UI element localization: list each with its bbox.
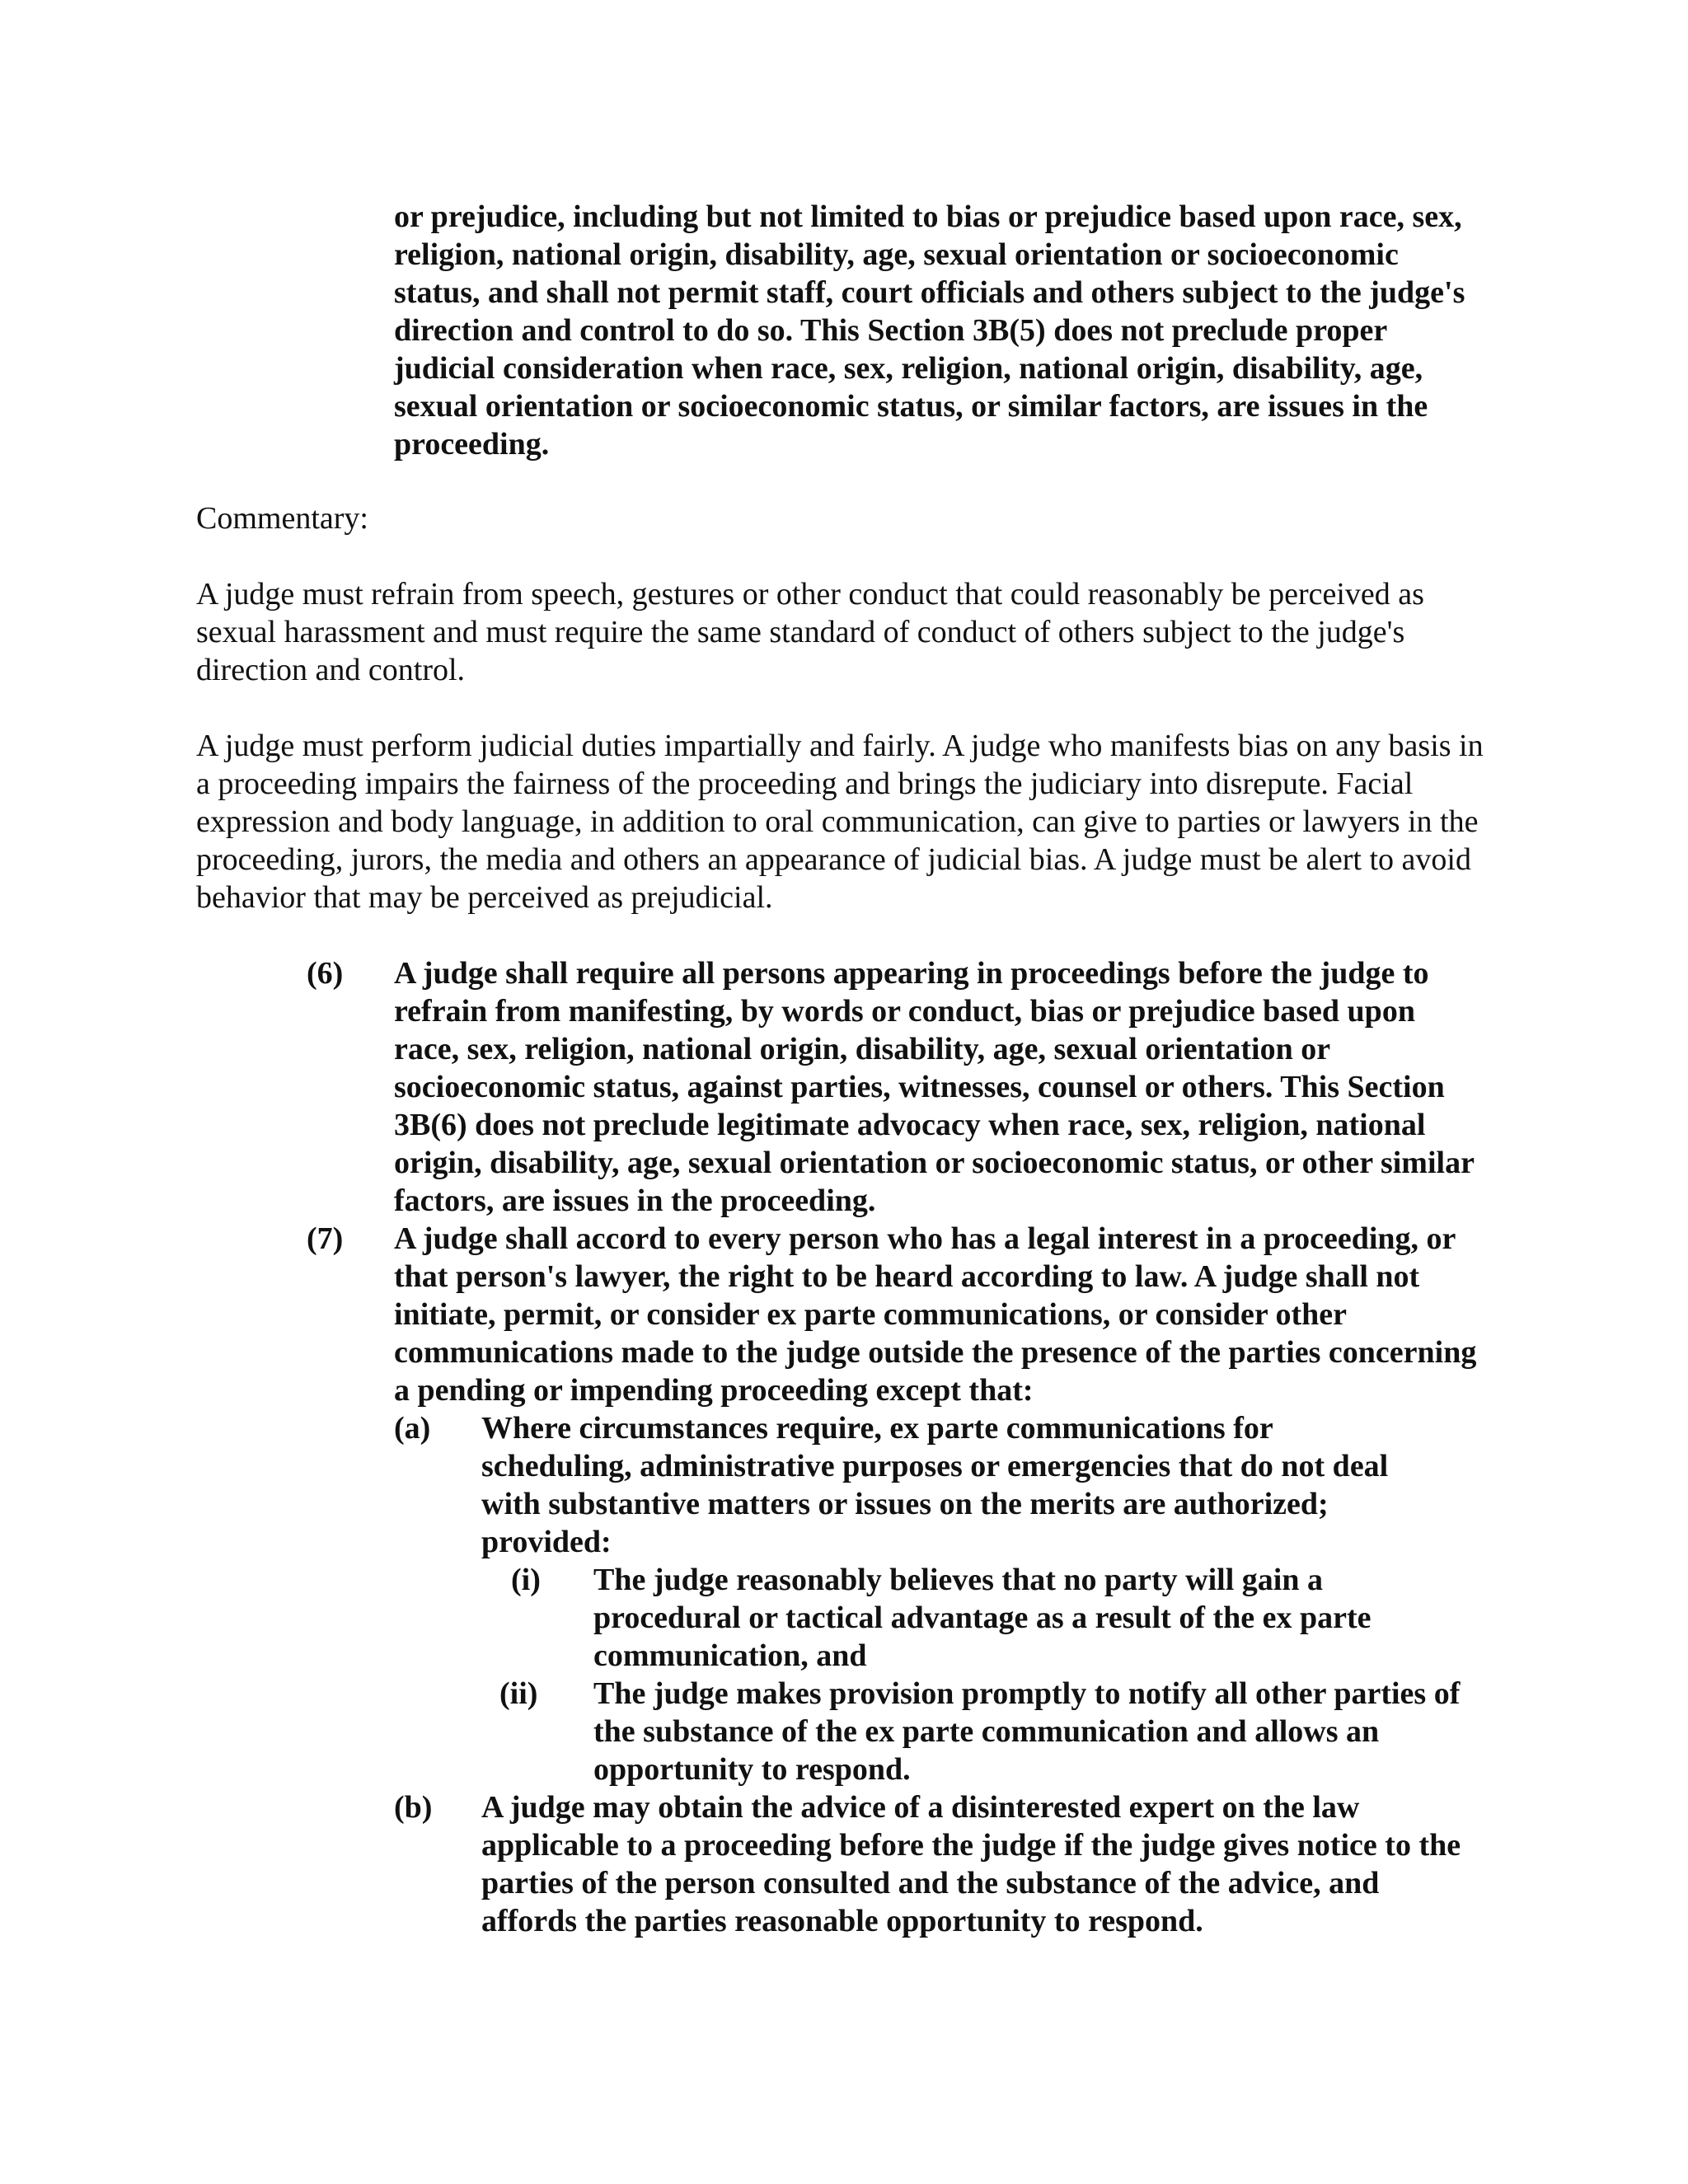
commentary-paragraph: A judge must refrain from speech, gestures or other conduct that could reasonably be perceived as sexual harassment and must require the same standard of conduct of others subject to the judge's direction and control. bbox=[196, 577, 1424, 687]
item-number: (6) bbox=[307, 956, 344, 991]
item-number: (b) bbox=[394, 1790, 433, 1825]
item-text: Where circumstances require, ex parte communications for scheduling, administrative purposes or emergencies that do not deal with substantive matters or issues on the merits are authorized; provided: bbox=[481, 1411, 1389, 1559]
item-number: (7) bbox=[307, 1221, 344, 1256]
item-text: The judge reasonably believes that no party will gain a procedural or tactical advantage as a result of the ex parte communication, and bbox=[593, 1563, 1372, 1673]
item-text: The judge makes provision promptly to notify all other parties of the substance of the ex parte communication and allows an opportunity to respond. bbox=[593, 1676, 1461, 1787]
item-number: (i) bbox=[511, 1563, 541, 1597]
section-3b5-continuation: or prejudice, including but not limited to bias or prejudice based upon race, sex, religion, national origin, disability, age, sexual orientation or socioeconomic status, and shall not permit staff, court officials and others subject to the judge's direction and control to do so. This Section 3B(5) does not preclude proper judicial consideration when race, sex, religion, national origin, disability, age, sexual orientation or socioeconomic status, or similar factors, are issues in the proceeding. bbox=[394, 199, 1465, 462]
item-text: A judge may obtain the advice of a disinterested expert on the law applicable to a proceeding before the judge if the judge gives notice to the parties of the person consulted and the substance of the advice, and affords the parties reasonable opportunity to respond. bbox=[481, 1790, 1461, 1938]
commentary-label: Commentary: bbox=[196, 501, 368, 536]
item-text: A judge shall require all persons appearing in proceedings before the judge to refrain from manifesting, by words or conduct, bias or prejudice based upon race, sex, religion, national origin, disability, age, sexual orientation or socioeconomic status, against parties, witnesses, counsel or others. This Section 3B(6) does not preclude legitimate advocacy when race, sex, religion, national origin, disability, age, sexual orientation or socioeconomic status, or other similar factors, are issues in the proceeding. bbox=[394, 956, 1475, 1218]
item-number: (a) bbox=[394, 1411, 431, 1446]
item-number: (ii) bbox=[499, 1676, 538, 1711]
commentary-paragraph: A judge must perform judicial duties impartially and fairly. A judge who manifests bias on any basis in a proceeding impairs the fairness of the proceeding and brings the judiciary into disrepute. Facial expression and body language, in addition to oral communication, can give to parties or lawyers in the proceeding, jurors, the media and others an appearance of judicial bias. A judge must be alert to avoid behavior that may be perceived as prejudicial. bbox=[196, 729, 1484, 915]
item-text: A judge shall accord to every person who has a legal interest in a proceeding, or that person's lawyer, the right to be heard according to law. A judge shall not initiate, permit, or consider ex parte communications, or consider other communications made to the judge outside the presence of the parties concerning a pending or impending proceeding except that: bbox=[394, 1221, 1477, 1408]
